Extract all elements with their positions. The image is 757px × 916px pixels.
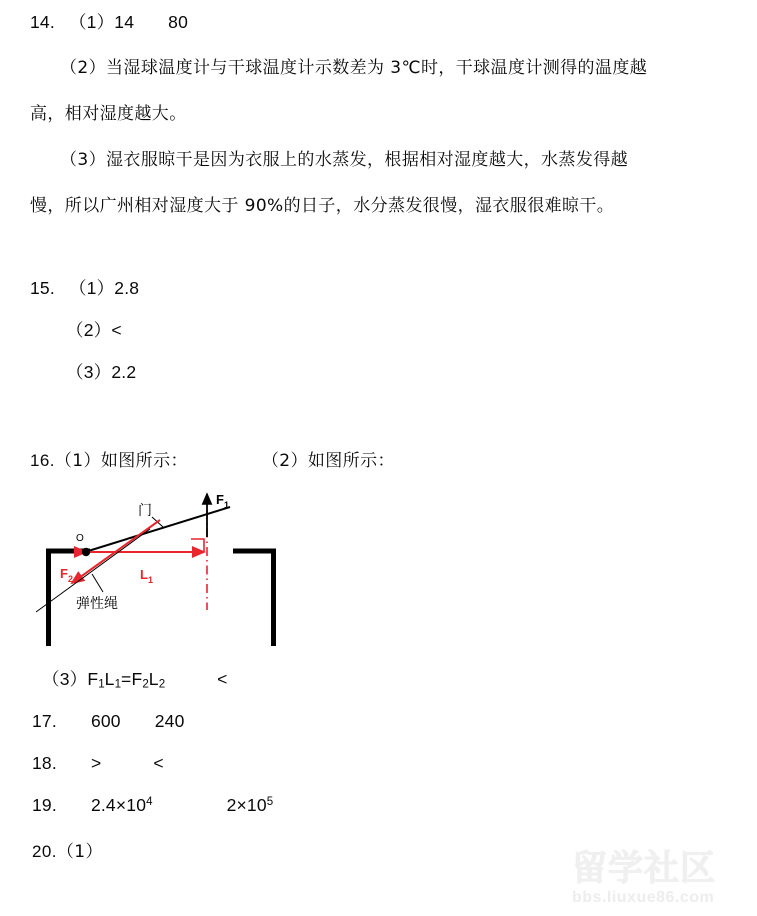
item-16-l2: L [148,669,159,689]
item-20-part1-label: （1） [56,842,103,862]
item-15-part3-value: 2.2 [111,362,137,382]
moment-arm-l1-label: $L_1$ [140,567,153,585]
item-18-value-b: < [153,753,164,773]
answer-item-15-line2 [66,322,122,340]
answer-item-14-part2-line1 [60,60,647,77]
watermark-url-text: bbs.liuxue86.com [572,889,715,906]
item-16-part3-label: （3） [42,669,88,689]
force-f1-label: $F_1$ [216,492,229,510]
item-19-value-b-exponent: 5 [266,796,274,808]
answer-item-14-part2-line2 [30,106,187,123]
item-16-part1-text: 如图所示： [100,451,188,471]
answer-item-17 [32,713,185,731]
right-angle-marker [191,539,204,552]
answer-item-20 [32,843,103,861]
item-15-part2-value: < [111,320,122,340]
item-14-part3-label: （3） [60,150,107,170]
pivot-label-o: O [76,533,84,544]
item-18-value-a: > [90,753,102,773]
item-number-15: 15. [30,278,55,298]
item-number-14: 14. [30,12,55,32]
item-16-f2: F [131,669,143,689]
item-16-f2-sub: 2 [142,678,149,691]
answer-item-14-part3-line1 [60,152,628,169]
wall-right [233,551,276,646]
item-16-part3-compare: < [217,669,228,689]
item-14-part3-text-line2: 慢，所以广州相对湿度大于 90%的日子，水分蒸发很慢，湿衣服很难晾干。 [30,196,615,216]
item-17-value-a: 600 [90,711,121,731]
item-16-f1: F [87,669,99,689]
item-15-part1-label: （1） [68,278,115,298]
item-17-value-b: 240 [154,711,185,731]
item-14-part2-text-line2: 高，相对湿度越大。 [30,104,187,124]
item-15-part2-label: （2） [66,320,112,340]
item-19-value-a: 2.4×10 [90,795,147,815]
item-15-part3-label: （3） [66,362,112,382]
item-14-part1-label: （1） [68,12,115,32]
force-f2-label: $F_2$ [60,566,73,584]
answer-item-18 [32,755,164,773]
item-19-value-b: 2×10 [226,795,267,815]
item-19-value-a-exponent: 4 [146,796,153,808]
item-16-part2-label: （2） [261,451,308,471]
item-16-l1-sub: 1 [114,678,122,691]
watermark-main-text: 留学社区 [572,849,717,889]
item-16-part2-text: 如图所示： [307,451,395,471]
item-14-part1-value-b: 80 [168,12,189,32]
elastic-rope-label: 弹性绳 [76,596,118,612]
answer-item-15-line3 [66,364,136,382]
item-number-19: 19. [32,795,57,815]
answer-item-16-part3 [42,671,228,691]
item-number-17: 17. [32,711,57,731]
item-16-f1-sub: 1 [98,678,105,691]
answer-item-16-line1 [30,452,395,470]
elastic-rope-label-leader-line [92,574,103,592]
answer-item-19 [32,797,273,815]
item-14-part2-label: （2） [60,58,107,78]
pivot-point-o [82,548,90,556]
item-16-l2-sub: 2 [158,678,166,691]
item-number-18: 18. [32,753,57,773]
answer-item-14-part3-line2 [30,198,614,215]
lever-door-force-diagram [30,482,330,662]
answer-item-14-line1 [30,14,188,32]
item-14-part1-value-a: 14 [114,12,135,32]
item-number-16: 16. [30,451,55,470]
item-15-part1-value: 2.8 [114,278,140,298]
item-14-part2-text-line1: 当湿球温度计与干球温度计示数差为 3℃时，干球温度计测得的温度越 [106,58,648,78]
item-16-l1: L [104,669,115,689]
watermark [572,849,752,914]
door-label: 门 [138,503,152,519]
answer-item-15-line1 [30,280,139,298]
item-14-part3-text-line1: 湿衣服晾干是因为衣服上的水蒸发，根据相对湿度越大，水蒸发得越 [106,150,629,170]
item-number-20: 20. [32,842,57,861]
item-16-equals: = [121,669,132,689]
door-line [85,507,230,552]
item-16-part1-label: （1） [54,451,101,471]
